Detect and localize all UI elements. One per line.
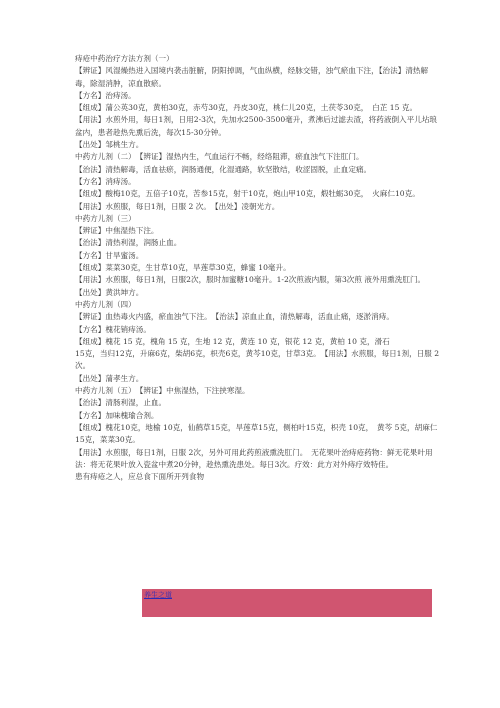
text-line: 患有痔疮之人，应总食下面所开列食物 — [75, 472, 205, 482]
text-line: 【治法】清肠利湿，止血。 — [75, 398, 167, 408]
text-line: 【出处】邹桃生方。 — [75, 140, 144, 150]
text-line: 【组成】槐花 15 克，槐角 15 克，生地 12 克，黄连 10 克，银花 12 克，黄柏 10 克，滑石 — [75, 336, 390, 346]
text-line: 【组成】酸梅10克，五倍子10克，苦参15克，射干10克，炮山甲10克，煅牡蛎30克， 火麻仁10克。 — [75, 189, 420, 199]
ad-banner[interactable] — [142, 589, 432, 617]
text-line: 【辨证】中焦湿热下注。 — [75, 226, 159, 236]
text-line: 痔疮中药治疗方法方剂（一） — [75, 54, 174, 63]
text-line: 【方名】治痔汤。 — [75, 90, 136, 100]
text-line: 【治法】清热利湿，润肠止血。 — [75, 238, 182, 248]
banner-link[interactable]: 养生之道 — [144, 591, 172, 599]
text-line: 【辨证】血热毒火内盛，瘀血浊气下注。 【治法】凉血止血，清热解毒，活血止痛，逐淤消痔。 — [75, 312, 394, 322]
text-line: 【用法】水煎服，每日1剂，日服 2次，另外可用此药煎液熏洗肛门。 无花果叶治痔疮药物：鲜无花果叶用法：将无花果叶放入瓷盆中煮20分钟，趁热熏洗患处。每日3次。疗效：此方对外痔疗效特佳。 — [75, 447, 433, 469]
text-line: 【方名】消痔汤。 — [75, 176, 136, 186]
text-line: 【组成】菜菜30克，生甘草10克，旱莲草30克，蜂蜜 10毫升。 — [75, 263, 291, 273]
text-line: 中药方儿剂（四） — [75, 299, 136, 309]
text-line: 中药方儿剂（五） 【辨证】中焦湿热，下注挟寒湿。 — [75, 386, 250, 396]
text-line: 【用法】水煎服，每日1剂，日服2次，服时加蜜糖10毫升。1-2次煎液内服，第3次煎 液外用熏洗肛门。 — [75, 275, 426, 285]
text-line: 【用法】水煎服，每日1剂，日服 2 次。 【出处】凌朝光方。 — [75, 201, 280, 211]
text-line: 【组成】槐花10克，地榆 10克，仙鹤草15克，旱莲草15克，侧柏叶15克，枳壳 10克， 黄芩 5克，胡麻仁15克，菜菜30克。 — [75, 422, 438, 445]
text-line: 15克，当归12克，升麻6克，柴胡6克，枳壳6克，黄芩10克，甘草3克。 【用法】水煎服，每日1剂，日服 2次。 — [75, 349, 440, 371]
text-line: 【出处】蒲孝生方。 — [75, 373, 144, 383]
text-line: 【治法】清热解毒，活血祛瘀，润肠通便，化湿通路，软坚散结，收涩固脱，止血定痛。 — [75, 164, 372, 174]
text-line: 【方名】甘旱蜜汤。 — [75, 250, 144, 260]
text-line: 【用法】水煎外用，每日1剂，日用2-3次，先加水2500-3500毫升，煮沸后过滤去渣，将药液倒入平儿坫琅盆内，患者趁热先熏后洗，每次15-30分钟。 — [75, 115, 438, 137]
text-line: 中药方儿剂（二） 【辨证】湿热内生，气血运行不畅，经络阻滞，瘀血浊气下注肛门。 — [75, 152, 364, 162]
text-line: 【出处】黄洪坤方。 — [75, 287, 144, 297]
text-line: 【方名】槐花销痔汤。 — [75, 324, 151, 334]
text-line: 【组成】蒲公英30克，黄柏30克，赤芍30克，丹皮30克，桃仁儿20克，土茯苓30克， 白芷 15 克。 — [75, 103, 418, 113]
text-line: 【方名】加味槐瑜合剂。 — [75, 410, 159, 420]
text-line: 【辨证】风湿燥热进入国境内袭击脏腑，阴阳掉调，气血纵横，经脉交错，浊气瘀血下注，【治法】清热解毒，除湿消肿，凉血散瘀。 — [75, 66, 429, 88]
document-body — [75, 53, 441, 483]
text-line: 中药方儿剂（三） — [75, 213, 136, 223]
